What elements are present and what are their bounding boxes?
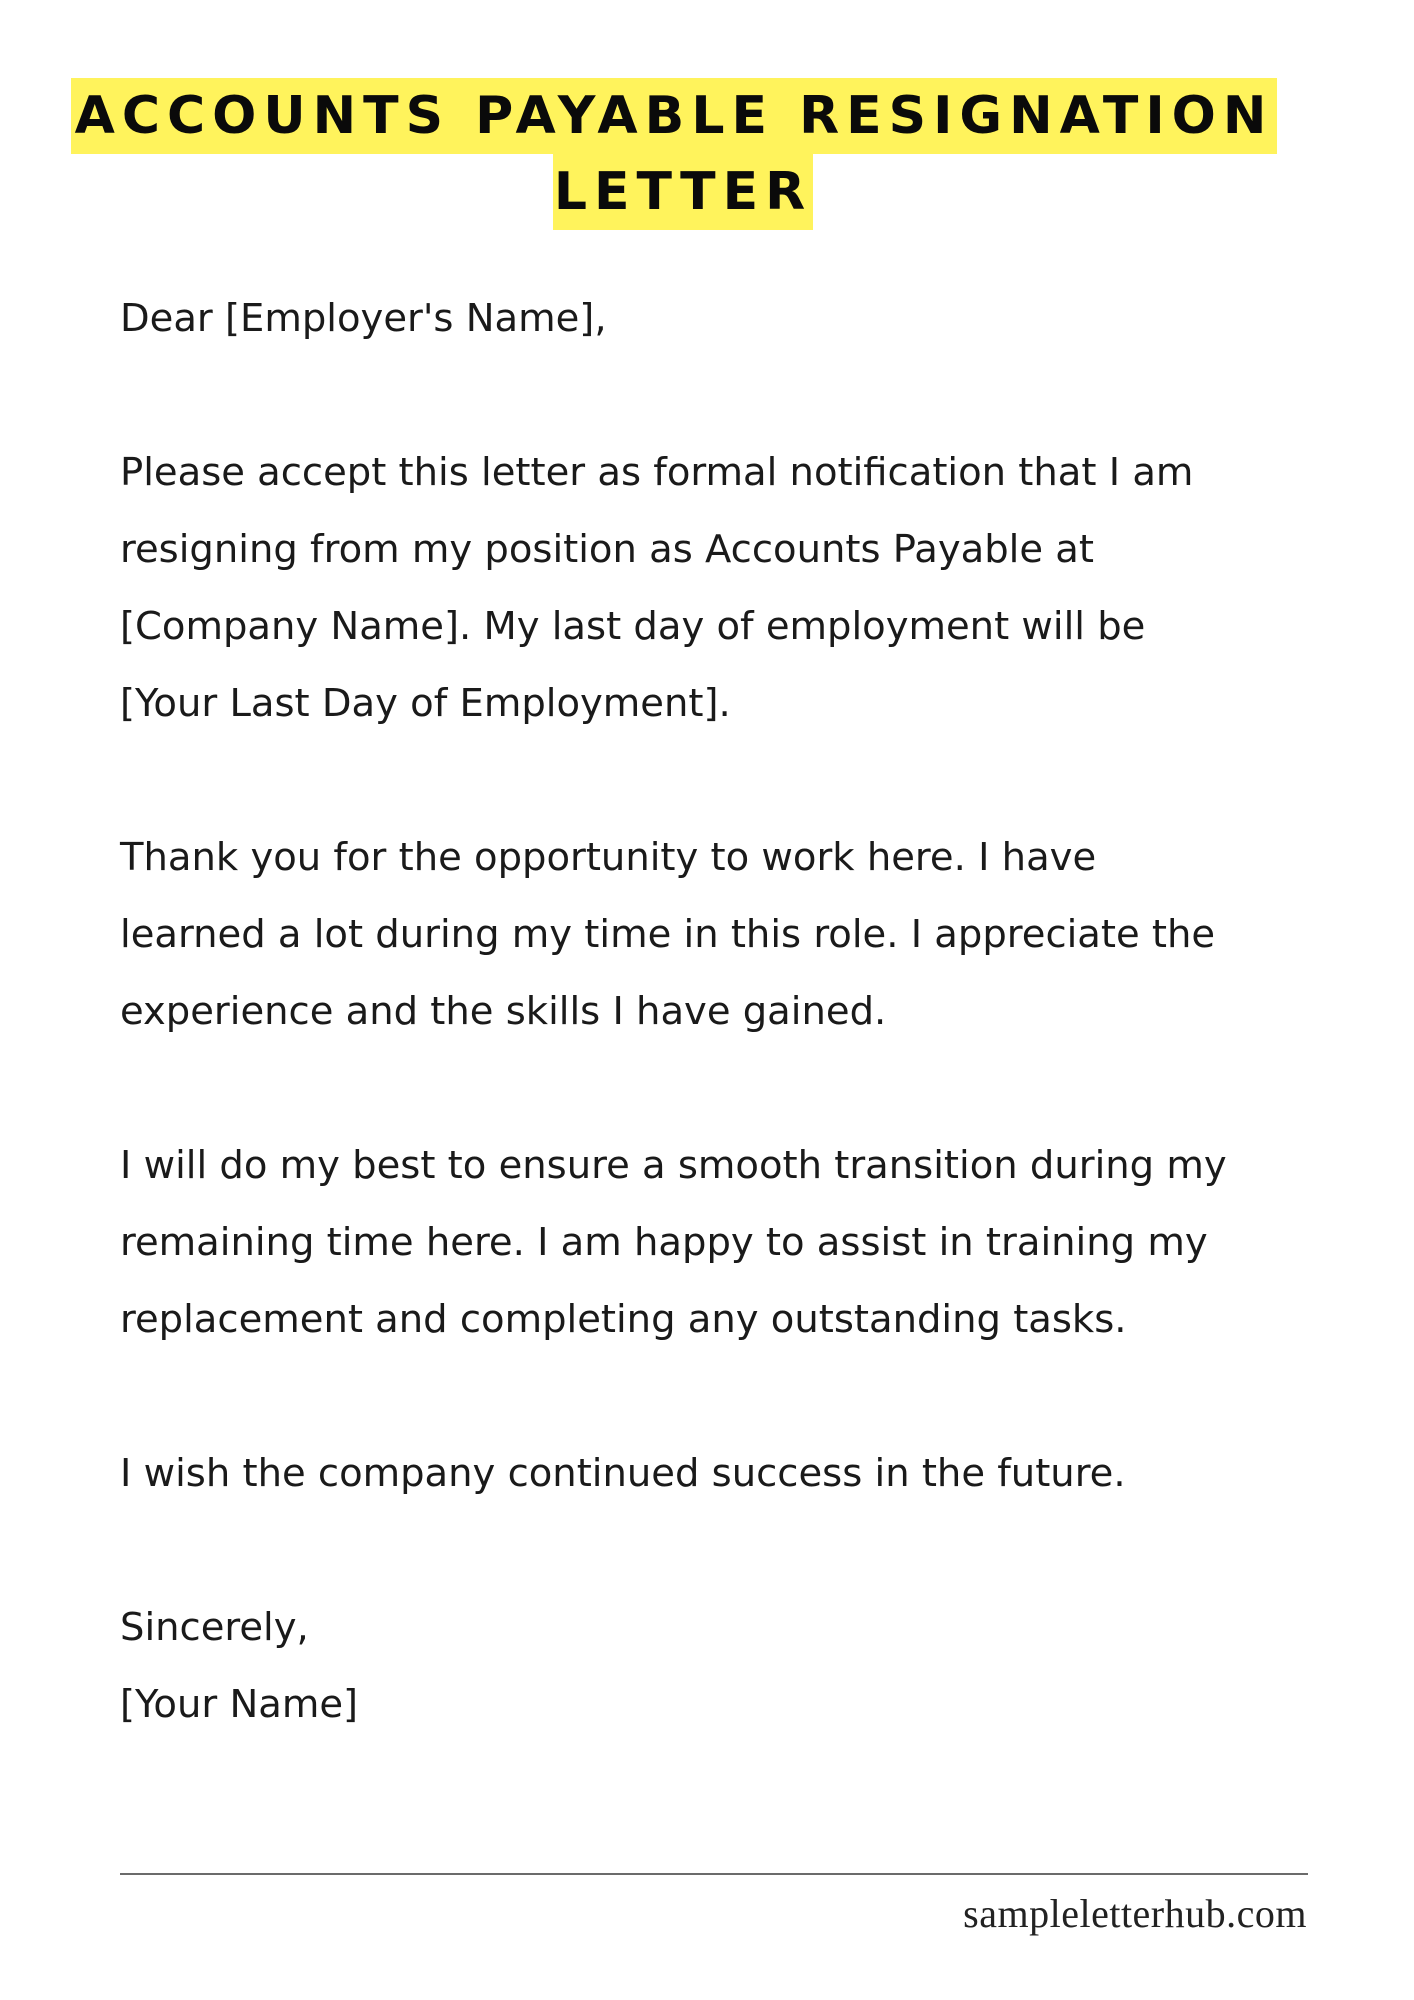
title-line-1: ACCOUNTS PAYABLE RESIGNATION xyxy=(71,78,1277,154)
paragraph-spacer xyxy=(120,742,1350,819)
closing: Sincerely, xyxy=(120,1605,309,1650)
paragraph-1-line-2: resigning from my position as Accounts Payable at xyxy=(120,527,1094,572)
paragraph-1-line-3: [Company Name]. My last day of employment will be xyxy=(120,604,1146,649)
paragraph-spacer xyxy=(120,1358,1350,1435)
paragraph-spacer xyxy=(120,357,1350,434)
paragraph-spacer xyxy=(120,1050,1350,1127)
title-line-2: LETTER xyxy=(553,154,813,230)
paragraph-1-line-1: Please accept this letter as formal notification that I am xyxy=(120,450,1194,495)
signature: [Your Name] xyxy=(120,1682,359,1727)
paragraph-spacer xyxy=(120,1512,1350,1589)
paragraph-3-line-2: remaining time here. I am happy to assist in training my xyxy=(120,1220,1208,1265)
paragraph-2-line-2: learned a lot during my time in this role. I appreciate the xyxy=(120,912,1216,957)
salutation: Dear [Employer's Name], xyxy=(120,296,607,341)
footer-website: sampleletterhub.com xyxy=(963,1891,1307,1936)
paragraph-4: I wish the company continued success in the future. xyxy=(120,1451,1126,1496)
letter-body xyxy=(120,280,1350,1743)
paragraph-3-line-3: replacement and completing any outstanding tasks. xyxy=(120,1297,1127,1342)
paragraph-2-line-1: Thank you for the opportunity to work here. I have xyxy=(120,835,1097,880)
footer-divider xyxy=(120,1873,1308,1875)
paragraph-2-line-3: experience and the skills I have gained. xyxy=(120,989,887,1034)
paragraph-3-line-1: I will do my best to ensure a smooth transition during my xyxy=(120,1143,1227,1188)
paragraph-1-line-4: [Your Last Day of Employment]. xyxy=(120,681,731,726)
